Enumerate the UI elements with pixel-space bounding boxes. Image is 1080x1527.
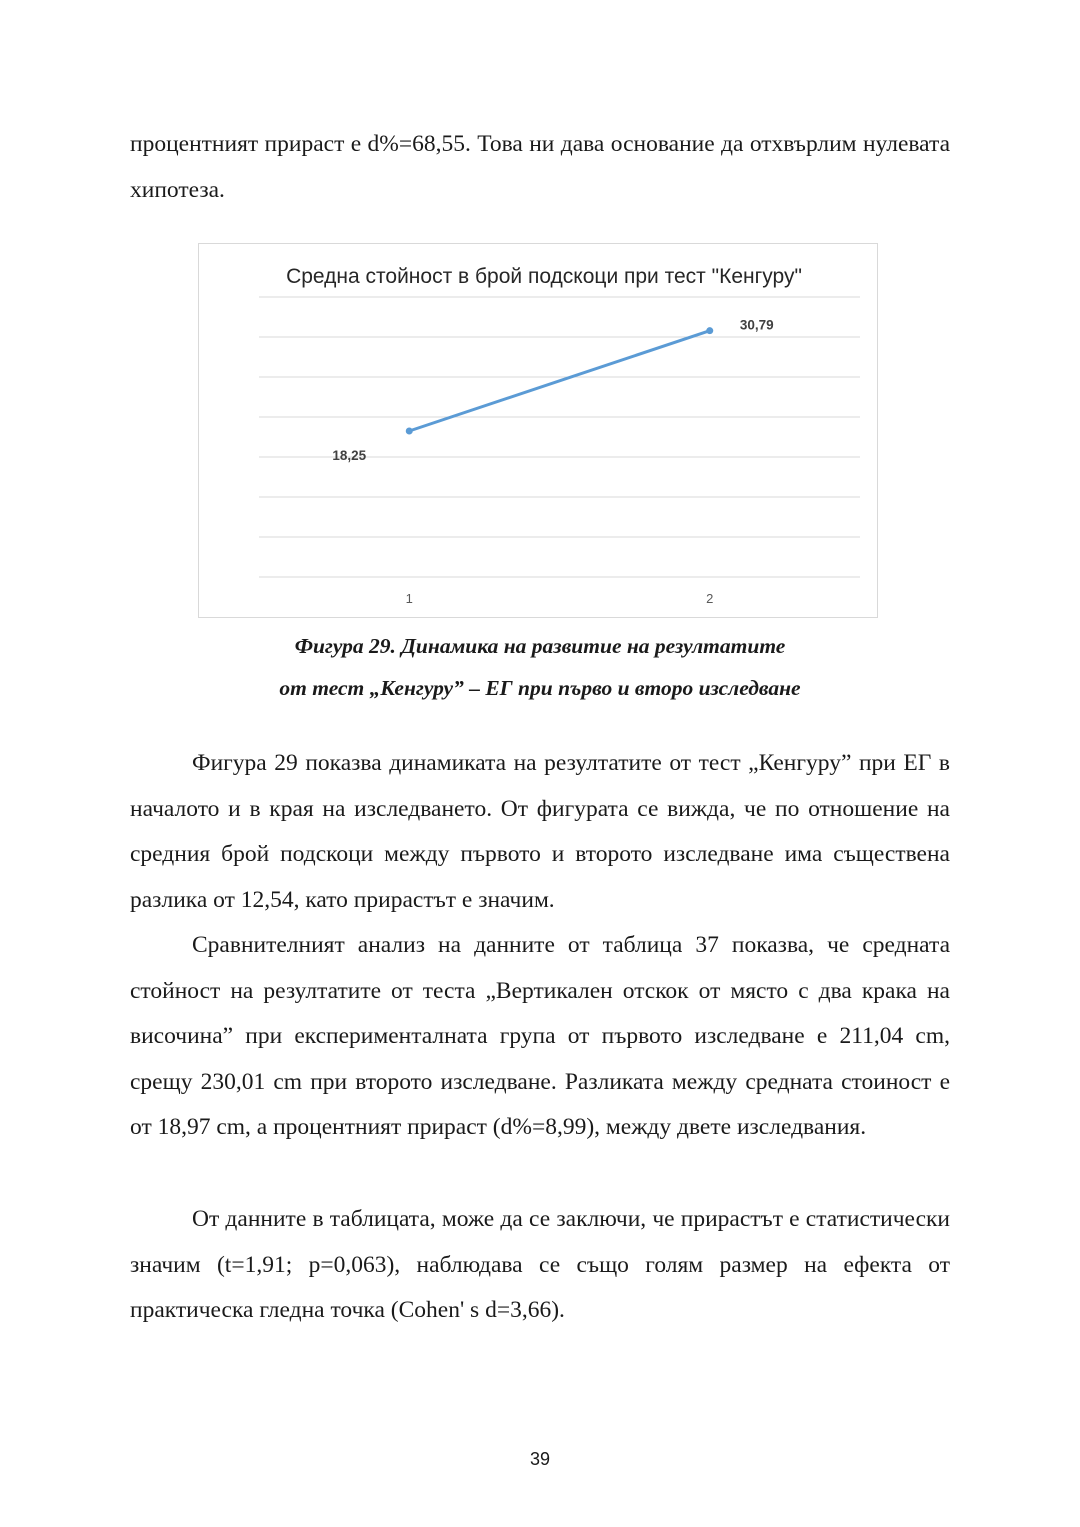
figure-caption-line1: Фигура 29. Динамика на развитие на резултатите: [294, 634, 786, 658]
paragraph-figure-description: Фигура 29 показва динамиката на резултатите от тест „Кенгуру” при ЕГ в началото и в края на изследването. От фигурата се вижда, че по отношение на средния брой подскоци между първото и второто изследване има съществена разлика от 12,54, като прирастът е значим.: [130, 750, 950, 913]
paragraph-conclusion: От данните в таблицата, може да се заключи, че прирастът е статистически значим (t=1,91; p=0,063), наблюдава се също голям размер на ефекта от практическа гледна точка (Cohen' s d=3,66).: [130, 1206, 950, 1323]
intro-paragraph: процентният прираст е d%=68,55. Това ни дава основание да отхвърлим нулевата хипотеза.: [130, 131, 950, 203]
chart-gridlines: [259, 297, 860, 577]
data-point: [406, 428, 413, 435]
paragraph-comparative-analysis: Сравнителният анализ на данните от таблица 37 показва, че средната стойност на резултатите от теста „Вертикален отскок от място с два крака на височина” при експерименталната група от първото изследване е 211,04 cm, срещу 230,01 cm при второто изследване. Разликата между средната стоиност е от 18,97 cm, а процентният прираст (d%=8,99), между двете изследвания.: [130, 932, 950, 1140]
line-chart: [199, 244, 879, 619]
chart-series: [406, 327, 714, 434]
chart-title: Средна стойност в брой подскоци при тест "Кенгуру": [286, 265, 802, 288]
data-label: 30,79: [739, 317, 774, 333]
chart-labels: [332, 318, 773, 606]
x-tick-label: 1: [405, 591, 413, 606]
x-tick-label: 2: [706, 591, 714, 606]
series-line: [409, 331, 710, 431]
data-point: [706, 327, 713, 334]
figure-caption-line2: от тест „Кенгуру” – ЕГ при първо и второ изследване: [279, 676, 801, 700]
chart-container: [198, 243, 878, 618]
page-number: 39: [529, 1449, 551, 1469]
data-label: 18,25: [332, 448, 367, 463]
